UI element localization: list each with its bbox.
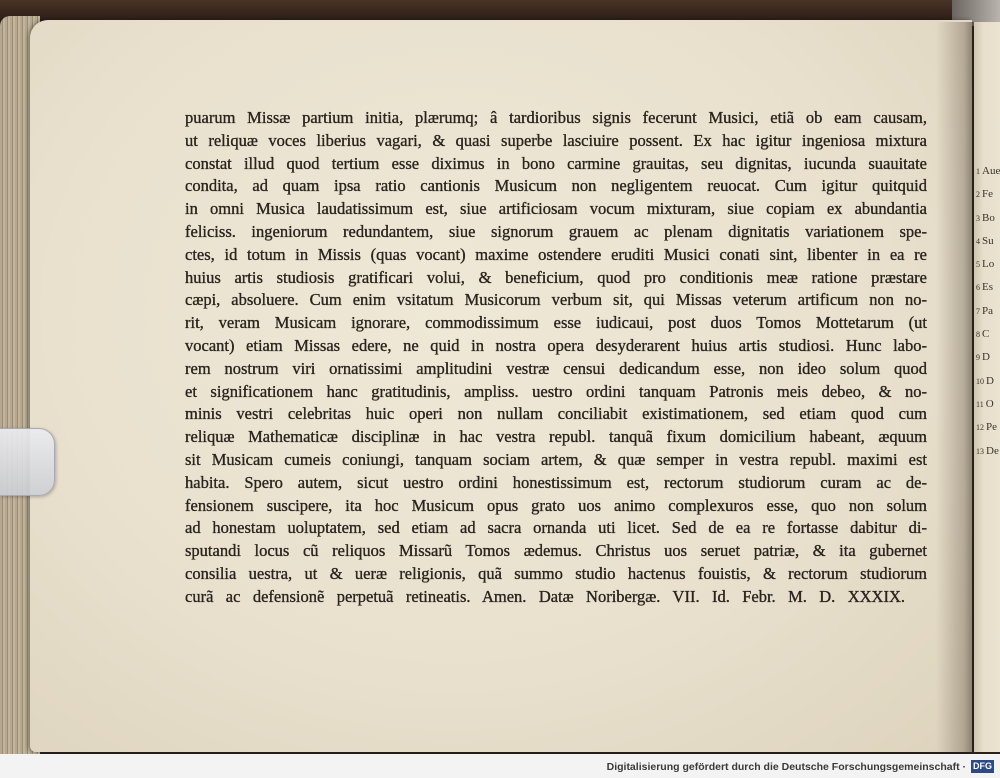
text-line: condita, ad quam ipsa ratio cantionis Musicum non negligentem reuocat. Cum igitur quitquid bbox=[185, 176, 927, 196]
text-line-closing: curã ac defensionẽ perpetuã retineatis. Amen. Datæ Noribergæ. VII. Id. Febr. M. D. XXXIX. bbox=[185, 586, 905, 606]
text-line: ad honestam uoluptatem, sed etiam ad sacra ornanda uti licet. Sed de ea re fortasse dabitur di- bbox=[185, 518, 927, 538]
text-line: fensionem suscipere, ita hoc Musicum opus grato uos animo complexuros esse, quo non solum bbox=[185, 495, 927, 515]
dedication-text bbox=[185, 107, 927, 609]
index-entry bbox=[976, 370, 1000, 393]
index-entry bbox=[976, 276, 1000, 299]
index-number: 1 bbox=[976, 167, 980, 176]
text-line: et significationem hanc gratitudinis, ampliss. uestro ordini tanquam Patronis meis debeo, & no- bbox=[185, 381, 927, 401]
index-entry bbox=[976, 416, 1000, 439]
index-word: De bbox=[986, 444, 999, 457]
index-number: 4 bbox=[976, 236, 980, 246]
index-number: 11 bbox=[976, 399, 984, 409]
index-number: 6 bbox=[976, 283, 980, 293]
text-line: habita. Spero autem, sicut uestro ordini honestissimum est, rectorum studiorum curam ac de- bbox=[185, 472, 927, 492]
dfg-logo: DFG bbox=[973, 761, 992, 771]
index-word: D bbox=[986, 374, 994, 387]
text-line: in omni Musica laudatissimum est, siue artificiosam vocum mixturam, siue copiam ex abundantia bbox=[185, 199, 927, 219]
page-clip bbox=[0, 428, 55, 496]
index-entry bbox=[976, 207, 1000, 230]
index-word: Bo bbox=[982, 211, 995, 224]
index-entry bbox=[976, 253, 1000, 276]
index-number: 2 bbox=[976, 190, 980, 200]
index-number: 7 bbox=[976, 306, 980, 316]
funding-credit: Digitalisierung gefördert durch die Deutsche Forschungsgemeinschaft · bbox=[606, 761, 966, 773]
digitization-footer bbox=[0, 754, 1000, 778]
index-number: 3 bbox=[976, 213, 980, 223]
text-line: ut reliquæ voces liberius vagari, & quasi superbe lasciuire possent. Ex hac igitur ingeniosa mixtura bbox=[185, 130, 927, 150]
index-entry bbox=[976, 230, 1000, 253]
text-line: constat illud quod tertium esse diximus in bono carmine grauitas, seu dignitas, iucunda suauitate bbox=[185, 153, 927, 173]
index-entry bbox=[976, 346, 1000, 369]
index-entry bbox=[976, 160, 1000, 183]
index-word: C bbox=[982, 328, 990, 341]
text-line: minis vestri celebritas huic operi non nullam conciliabit existimationem, sed etiam quod cum bbox=[185, 404, 927, 424]
text-line: feliciss. ingeniorum redundantem, siue signorum grauem ac plenam dignitatis variationem spe- bbox=[185, 221, 927, 241]
text-line: reliquæ Mathematicæ disciplinæ in hac vestra republ. tanquã fixum domicilium habeant, æquum bbox=[185, 427, 927, 447]
index-word: Pa bbox=[982, 304, 993, 317]
text-line: sit Musicam cumeis coniungi, tanquam sociam artem, & quæ semper in vestra republ. maximi est bbox=[185, 449, 927, 469]
index-number: 10 bbox=[976, 376, 984, 386]
index-entry bbox=[976, 393, 1000, 416]
index-entry bbox=[976, 300, 1000, 323]
index-word: Aue bbox=[982, 165, 1000, 177]
text-line: rem nostrum viri ornatissimi amplitudini vestræ censui dedicandum esse, non ideo solum quod bbox=[185, 358, 927, 378]
text-line: vocant) etiam Missas edere, ne quid in nostra opera desyderarent huius artis studiosi. Hunc labo- bbox=[185, 335, 927, 355]
index-entry bbox=[976, 440, 1000, 463]
text-line: ctes, id totum in Missis (quas vocant) maxime ostendere eruditi Musici conati sint, libenter in ea re bbox=[185, 244, 927, 264]
text-line: cæpi, absoluere. Cum enim vsitatum Musicorum verbum sit, qui Missas veterum artificum non no- bbox=[185, 290, 927, 310]
text-line: puarum Missæ partium initia, plærumq; â tardioribus signis fecerunt Musici, etiã ob eam causam, bbox=[185, 108, 927, 127]
index-entry bbox=[976, 183, 1000, 206]
index-number: 8 bbox=[976, 330, 980, 340]
index-word: Pe bbox=[986, 421, 997, 434]
index-word: D bbox=[982, 351, 990, 364]
text-line: rit, veram Musicam ignorare, commodissimum esse iudicaui, post duos Tomos Mottetarum (ut bbox=[185, 313, 927, 333]
index-number: 5 bbox=[976, 260, 980, 270]
index-entry bbox=[976, 323, 1000, 346]
index-word: O bbox=[985, 397, 994, 410]
index-word: Fe bbox=[982, 188, 993, 201]
index-number: 13 bbox=[976, 446, 984, 456]
index-word: Es bbox=[982, 281, 993, 294]
text-line: huius artis studiosis gratificari volui, & beneficium, quod pro conditionis meæ ratione præstare bbox=[185, 267, 927, 287]
page-gutter-shadow bbox=[936, 22, 976, 752]
index-number: 12 bbox=[976, 423, 984, 433]
text-line: consilia uestra, ut & ueræ religionis, quã summo studio hactenus fouistis, & rectorum studiorum bbox=[185, 563, 927, 583]
index-word: Su bbox=[982, 234, 994, 247]
facing-page-index bbox=[976, 160, 1000, 463]
index-number: 9 bbox=[976, 353, 980, 363]
text-line: sputandi locus cũ reliquos Missarũ Tomos ædemus. Christus uos seruet patriæ, & ita gubernet bbox=[185, 541, 927, 561]
index-word: Lo bbox=[982, 258, 995, 271]
